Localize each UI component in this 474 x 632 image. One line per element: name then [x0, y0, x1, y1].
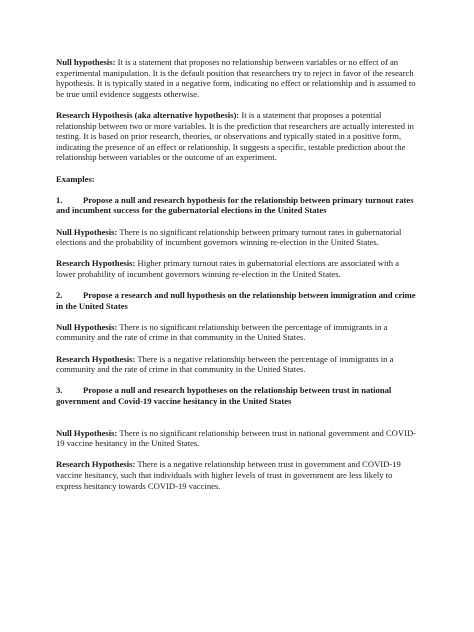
hypothesis-text: There is no significant relationship between primary turnout rates in gubernatorial elections and the probability of incumbent governors winning re-election in the United States. — [56, 226, 402, 248]
examples-heading: Examples: — [56, 173, 95, 184]
definition-text: It is a statement that proposes no relationship between variables or no effect of an experimental manipulation. It is the default position that researchers try to reject in favor of the research hypothesis. It is typically stated in a negative form, indicating no effect or relationship and is assumed to be true until evidence suggests otherwise. — [56, 57, 416, 99]
hypothesis-label: Research Hypothesis: — [56, 459, 136, 470]
example-question-text: Propose a research and null hypothesis on the relationship between immigration and crime in the United States — [56, 290, 416, 311]
example-research-hypothesis — [56, 258, 420, 279]
definition-term: Research Hypothesis (aka alternative hypothesis): — [56, 109, 240, 120]
document-body — [56, 57, 420, 502]
example-question — [56, 385, 420, 406]
example-null-hypothesis — [56, 428, 420, 449]
hypothesis-text: There is a negative relationship between trust in government and COVID-19 vaccine hesitancy, such that individuals with higher levels of trust in government are less likely to express hesitancy towards COVID-19 vaccines. — [56, 459, 401, 491]
example-number: 1. — [56, 194, 63, 205]
example-question — [56, 290, 420, 311]
hypothesis-label: Null Hypothesis: — [56, 427, 118, 438]
hypothesis-text: There is a negative relationship between the percentage of immigrants in a community and the rate of crime in that community in the United States. — [56, 353, 394, 375]
definition-term: Null hypothesis: — [56, 57, 116, 67]
hypothesis-label: Research Hypothesis: — [56, 353, 136, 364]
example-null-hypothesis — [56, 322, 420, 343]
research-hypothesis-definition — [56, 110, 420, 163]
example-question — [56, 195, 420, 216]
example-question-text: Propose a null and research hypothesis for the relationship between primary turnout rates and incumbent success for the gubernatorial elections in the United States — [56, 194, 414, 216]
definition-text: It is a statement that proposes a potential relationship between two or more variables. It is the prediction that researchers are actually interested in testing. It is based on prior research, theories, or observations and typically stated in a positive form, indicating the presence of an effect or relationship. It suggests a specific, testable prediction about the relationship between variables or the outcome of an experiment. — [56, 109, 414, 163]
hypothesis-label: Null Hypothesis: — [56, 226, 118, 237]
example-number: 3. — [56, 385, 63, 396]
hypothesis-text: There is no significant relationship between trust in national government and COVID-19 vaccine hesitancy in the United States. — [56, 427, 417, 449]
hypothesis-label: Research Hypothesis: — [56, 258, 136, 269]
example-research-hypothesis — [56, 354, 420, 375]
example-number: 2. — [56, 290, 63, 301]
example-null-hypothesis — [56, 227, 420, 248]
null-hypothesis-definition — [56, 57, 420, 99]
example-question-text: Propose a null and research hypotheses on the relationship between trust in national government and Covid-19 vaccine hesitancy in the United States — [56, 385, 392, 406]
hypothesis-label: Null Hypothesis: — [56, 321, 118, 332]
example-research-hypothesis — [56, 459, 420, 491]
hypothesis-text: Higher primary turnout rates in gubernatorial elections are associated with a lower probability of incumbent governors winning re-election in the United States. — [56, 258, 400, 279]
hypothesis-text: There is no significant relationship between the percentage of immigrants in a community and the rate of crime in that community in the United States. — [56, 321, 388, 343]
